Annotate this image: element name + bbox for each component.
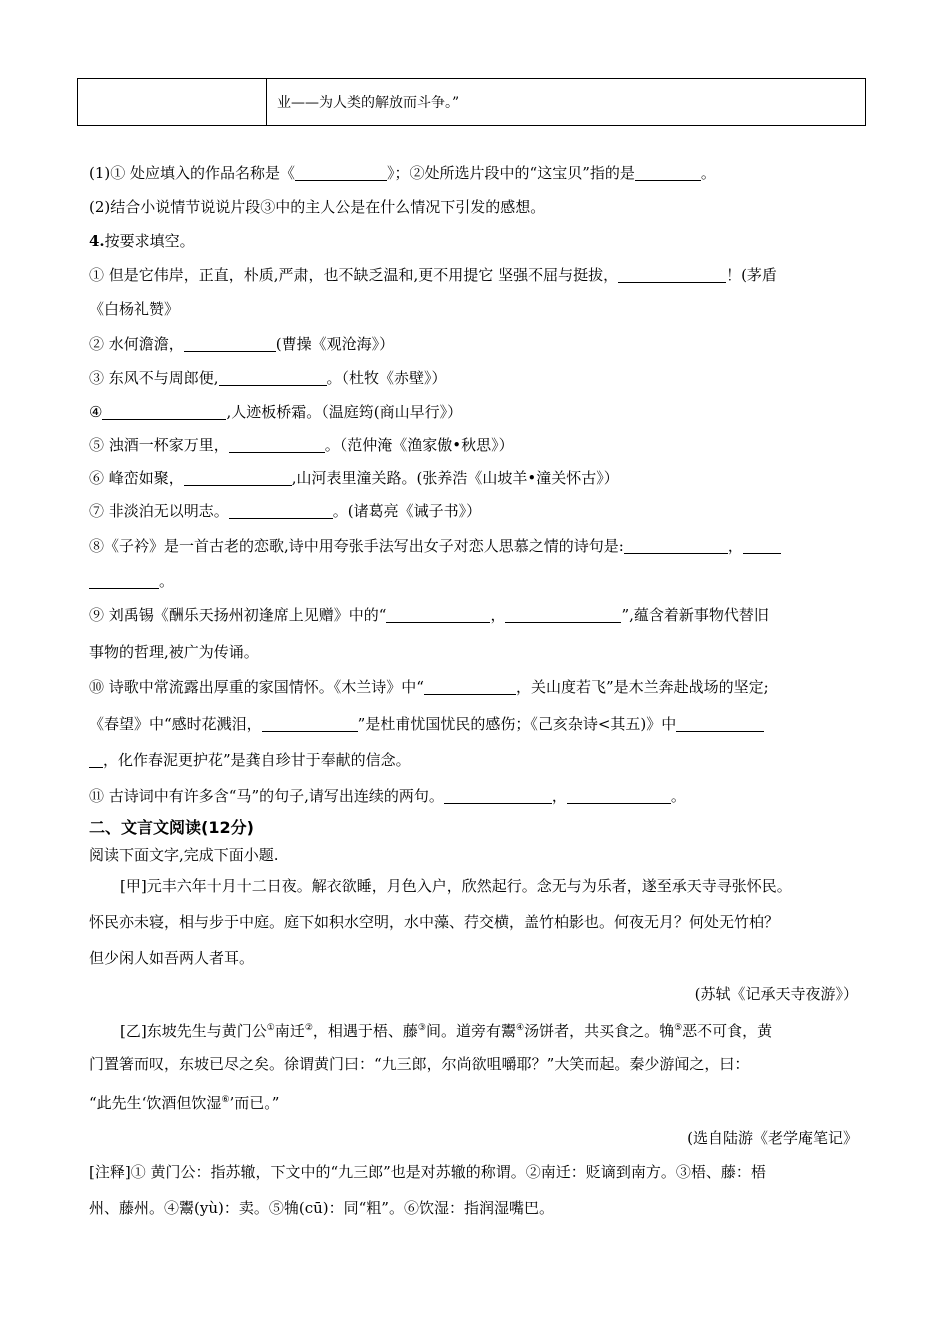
q4-item-8: ⑧《子衿》是一首古老的恋歌,诗中用夸张手法写出女子对恋人思慕之情的诗句是: ， bbox=[89, 536, 781, 556]
blank-field[interactable] bbox=[295, 165, 387, 181]
blank-field[interactable] bbox=[184, 470, 292, 486]
blank-field[interactable] bbox=[424, 679, 516, 695]
blank-field[interactable] bbox=[676, 716, 764, 732]
blank-field[interactable] bbox=[444, 788, 552, 804]
blank-field[interactable] bbox=[184, 336, 276, 352]
passage-yi-line3: “此先生‘饮酒但饮湿⑥’而已。” bbox=[89, 1094, 280, 1112]
q4-item-7: ⑦ 非淡泊无以明志。 。(诸葛亮《诫子书》） bbox=[89, 502, 482, 520]
q4-item-1-source: 《白杨礼赞》 bbox=[89, 300, 180, 318]
blank-field[interactable] bbox=[743, 538, 781, 554]
q3-sub2: (2)结合小说情节说说片段③中的主人公是在什么情况下引发的感想。 bbox=[89, 198, 546, 216]
blank-field[interactable] bbox=[89, 573, 159, 589]
table-row bbox=[78, 79, 866, 126]
q4-item-6: ⑥ 峰峦如聚， ,山河表里潼关路。(张养浩《山坡羊•潼关怀古》） bbox=[89, 469, 619, 487]
blank-field[interactable] bbox=[262, 716, 358, 732]
answer-table bbox=[77, 78, 866, 126]
notes-line2: 州、藤州。④鬻(yù)：卖。⑤觕(cū)：同“粗”。⑥饮湿：指润湿嘴巴。 bbox=[89, 1199, 554, 1217]
blank-field[interactable] bbox=[624, 538, 728, 554]
q4-item-8-cont: 。 bbox=[89, 571, 174, 591]
blank-field[interactable] bbox=[229, 437, 325, 453]
passage-jia-line3: 但少闲人如吾两人者耳。 bbox=[89, 949, 255, 967]
passage-jia-line2: 怀民亦未寝，相与步于中庭。庭下如积水空明，水中藻、荇交横，盖竹柏影也。何夜无月？何处无竹柏？ bbox=[89, 913, 780, 931]
q4-item-9-cont: 事物的哲理,被广为传诵。 bbox=[89, 643, 259, 661]
q4-item-3: ③ 东风不与周郎便, 。（杜牧《赤壁》） bbox=[89, 369, 447, 387]
section-heading: 二、文言文阅读(12分) bbox=[89, 818, 254, 837]
q4-item-10: ⑩ 诗歌中常流露出厚重的家国情怀。《木兰诗》中“ ，关山度若飞”是木兰奔赴战场的坚定; bbox=[89, 678, 769, 696]
blank-field[interactable] bbox=[618, 267, 726, 283]
passage-yi-line1: [乙]东坡先生与黄门公①南迁②，相遇于梧、藤③间。道旁有鬻④汤饼者，共买食之。觕⑤恶不可食，黄 bbox=[120, 1022, 773, 1040]
q4-item-1: ① 但是它伟岸，正直，朴质,严肃，也不缺乏温和,更不用提它 坚强不屈与挺拔， ！(茅盾 bbox=[89, 266, 777, 284]
blank-field[interactable] bbox=[505, 607, 621, 623]
passage-jia-source: (苏轼《记承天寺夜游》） bbox=[694, 985, 858, 1003]
table-cell-text: 业——为人类的解放而斗争。” bbox=[267, 79, 866, 126]
passage-yi-line2: 门置箸而叹，东坡已尽之矣。徐谓黄门曰：“九三郎，尔尚欲咀嚼耶？”大笑而起。秦少游闻之，曰： bbox=[89, 1055, 750, 1073]
passage-jia-line1: [甲]元丰六年十月十二日夜。解衣欲睡，月色入户，欣然起行。念无与为乐者，遂至承天寺寻张怀民。 bbox=[120, 877, 792, 895]
blank-field[interactable] bbox=[635, 165, 701, 181]
q4-item-4: ④ ,人迹板桥霜。（温庭筠(商山早行》） bbox=[89, 403, 463, 421]
q4-item-2: ② 水何澹澹， (曹操《观沧海》） bbox=[89, 335, 395, 353]
table-cell-empty bbox=[78, 79, 267, 126]
passage-yi-source: (选自陆游《老学庵笔记》 bbox=[687, 1129, 858, 1147]
section-instruction: 阅读下面文字,完成下面小题. bbox=[89, 846, 279, 864]
q4-item-5: ⑤ 浊酒一杯家万里， 。（范仲淹《渔家傲•秋思》） bbox=[89, 436, 514, 454]
blank-field[interactable] bbox=[102, 404, 226, 420]
blank-field[interactable] bbox=[386, 607, 490, 623]
q4-title: 4.按要求填空。 bbox=[89, 232, 195, 250]
notes-line1: [注释]① 黄门公：指苏辙，下文中的“九三郎”也是对苏辙的称谓。②南迁：贬谪到南方。③梧、藤：梧 bbox=[89, 1163, 766, 1181]
blank-field[interactable] bbox=[567, 788, 671, 804]
q4-item-10-cont: 《春望》中“感时花溅泪， ”是杜甫忧国忧民的感伤；《己亥杂诗<其五)》中 bbox=[89, 714, 764, 734]
q4-item-10-cont2: ，化作春泥更护花”是龚自珍甘于奉献的信念。 bbox=[89, 750, 411, 770]
blank-field[interactable] bbox=[229, 503, 333, 519]
q4-item-9: ⑨ 刘禹锡《酬乐天扬州初逢席上见赠》中的“ ， ”,蕴含着新事物代替旧 bbox=[89, 606, 769, 624]
q4-item-11: ⑪ 古诗词中有许多含“马”的句子,请写出连续的两句。 ， 。 bbox=[89, 787, 686, 805]
blank-field[interactable] bbox=[219, 370, 327, 386]
q3-sub1: (1)① 处应填入的作品名称是《 》；②处所选片段中的“这宝贝”指的是 。 bbox=[89, 164, 716, 182]
blank-field[interactable] bbox=[89, 752, 103, 768]
